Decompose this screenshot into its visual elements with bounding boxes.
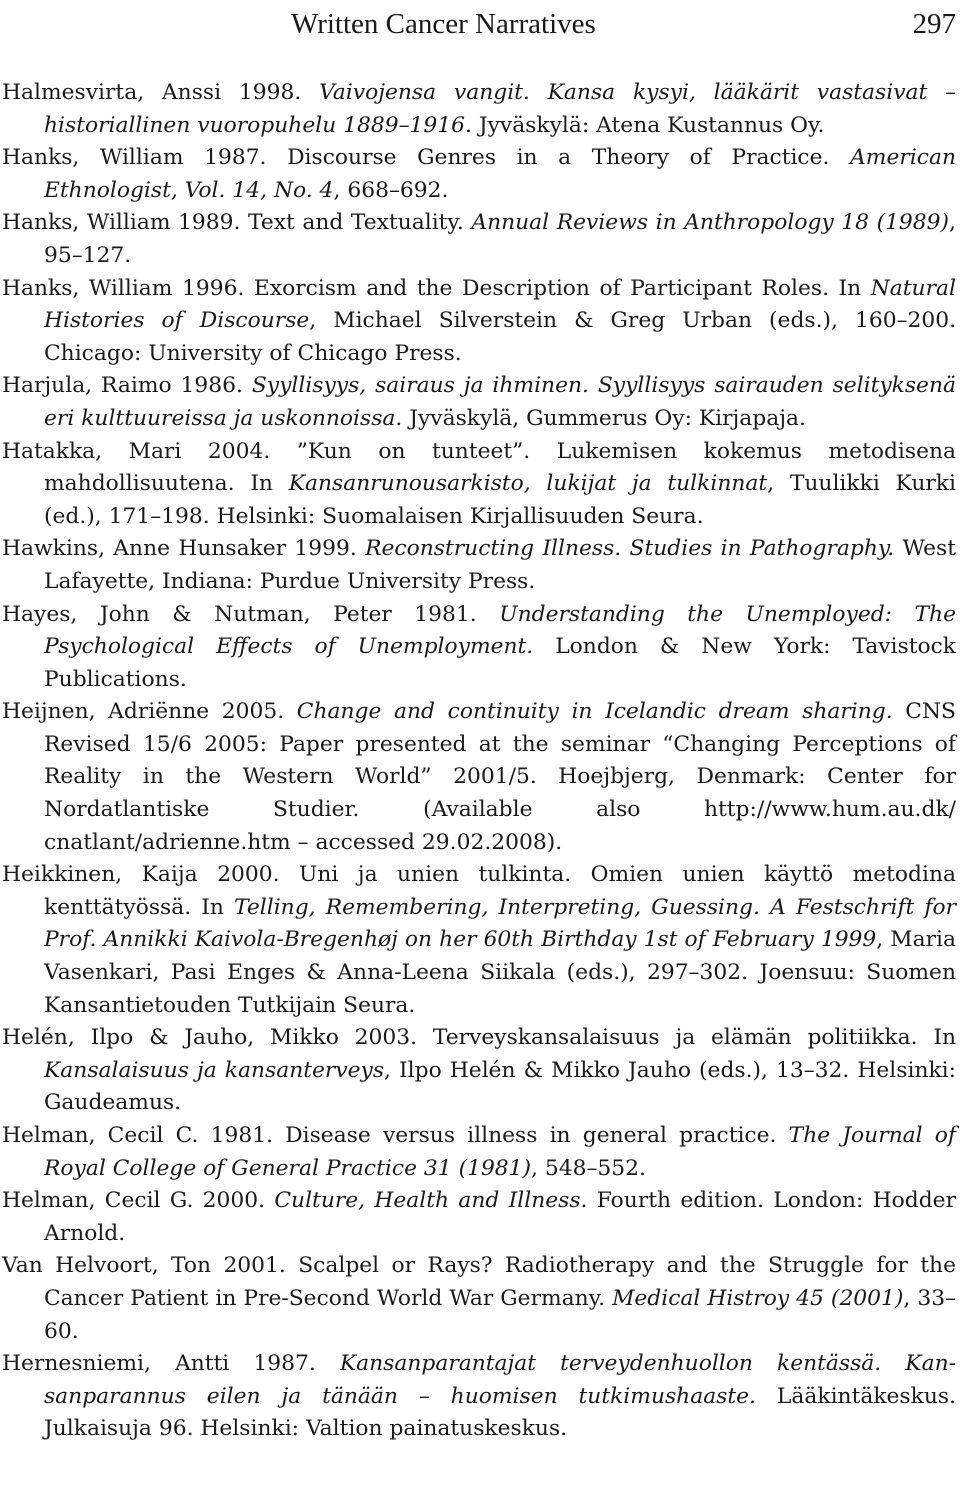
reference-entry (2, 142, 956, 207)
reference-text: Hatakka, Mari 2004. ”Kun on tunteet”. Lukemisen kokemus metodisena mahdollisuutena. In (2, 438, 956, 497)
reference-text: , 33–60. (44, 1285, 956, 1344)
reference-text: London & New York: Tavistock Publications. (44, 634, 957, 692)
reference-title-italic: Change and continuity in Icelandic dream sharing. (296, 699, 893, 725)
reference-title-italic: Culture, Health and Illness. (274, 1188, 588, 1214)
reference-title-italic: Vaivojensa vangit. Kansa kysyi, lääkärit vastasivat – historiallinen vuoropuhelu 1889–1916. (44, 80, 956, 138)
reference-entry (2, 1022, 956, 1120)
reference-entry (2, 1120, 956, 1185)
reference-title-italic: Medical Histroy 45 (2001) (612, 1285, 904, 1311)
reference-text: , Ilpo Helén & Mikko Jauho (eds.), 13–32. Helsinki: Gaudeamus. (44, 1057, 957, 1116)
reference-title-italic: American Ethnologist, Vol. 14, No. 4 (44, 145, 956, 203)
reference-text: , 668–692. (333, 177, 449, 203)
reference-title-italic: Understanding the Unemployed: The Psychological Effects of Unemployment. (44, 601, 956, 660)
reference-text: Jyväskylä: Atena Kustannus Oy. (471, 112, 825, 138)
reference-text: Harjula, Raimo 1986. (2, 373, 252, 399)
reference-entry (2, 859, 956, 1022)
reference-text: Heijnen, Adriënne 2005. (2, 699, 297, 725)
reference-entry (2, 436, 956, 534)
reference-text: Fourth edition. London: Hodder Arnold. (44, 1188, 957, 1246)
running-header (0, 6, 960, 46)
reference-text: , Maria Vasenkari, Pasi Enges & Anna-Leena Siikala (eds.), 297–302. Joensuu: Suomen Kansantietouden Tutkijain Seura. (44, 927, 956, 1018)
reference-entry (2, 207, 956, 272)
reference-text: Hanks, William 1987. Discourse Genres in a Theory of Practice. (2, 145, 851, 171)
reference-text: , 95–127. (44, 210, 956, 268)
reference-text: Van Helvoort, Ton 2001. Scalpel or Rays? Radiotherapy and the Struggle for the Cancer Patient in Pre-Second World War Germany. (2, 1253, 956, 1311)
reference-text: CNS Revised 15/6 2005: Paper presented at the seminar “Changing Perceptions of Reality in the Western World” 2001/5. Hoejbjerg, Denmark: Center for Nordatlantiske Studier. (Available also http://www.hum.au.dk/ cnatlant/adrienne.htm – accessed 29.02.2008). (44, 699, 956, 855)
reference-text: , Michael Silverstein & Greg Urban (eds.), 160–200. Chicago: University of Chicago Press. (44, 308, 957, 366)
reference-title-italic: Telling, Remembering, Interpreting, Guessing. A Festschrift for Prof. Annikki Kaivola-Bregenhøj on her 60th Birthday 1st of February 1999 (44, 894, 956, 953)
reference-text: Helman, Cecil C. 1981. Disease versus illness in general practice. (2, 1123, 789, 1148)
reference-entry (2, 1185, 956, 1250)
reference-title-italic: Kansanrunousarkisto, lukijat ja tulkinnat (288, 471, 768, 497)
reference-text: Halmesvirta, Anssi 1998. (2, 80, 320, 105)
reference-text: Helman, Cecil G. 2000. (2, 1188, 275, 1214)
reference-text: . Jyväskylä, Gummerus Oy: Kirjapaja. (395, 405, 806, 431)
reference-text: Heikkinen, Kaija 2000. Uni ja unien tulkinta. Omien unien käyttö metodina kenttätyössä. In (2, 862, 956, 920)
reference-entry (2, 1250, 956, 1348)
reference-title-italic: Kansalaisuus ja kansanterveys (44, 1057, 385, 1083)
reference-text: Helén, Ilpo & Jauho, Mikko 2003. Terveyskansalaisuus ja elämän politiikka. In (2, 1025, 956, 1051)
reference-entry (2, 370, 956, 435)
reference-title-italic: The Journal of Royal College of General Practice 31 (1981) (44, 1123, 956, 1181)
reference-title-italic: Syyllisyys, sairaus ja ihminen. Syyllisyys sairauden selityksenä eri kulttuureissa ja uskonnoissa (44, 373, 956, 431)
reference-entry (2, 77, 956, 142)
reference-text: , 548–552. (531, 1155, 646, 1181)
reference-text: Hanks, William 1989. Text and Textuality. (2, 210, 472, 236)
reference-text: Hawkins, Anne Hunsaker 1999. (2, 536, 366, 562)
reference-text: Hanks, William 1996. Exorcism and the Description of Participant Roles. In (2, 275, 871, 301)
reference-title-italic: Natural Histories of Discourse (44, 275, 956, 334)
reference-entry (2, 273, 956, 371)
reference-text: Hayes, John & Nutman, Peter 1981. (2, 601, 500, 627)
reference-text: Lääkintäkeskus. Julkaisuja 96. Helsinki: Valtion painatuskeskus. (44, 1383, 956, 1442)
reference-list (2, 77, 956, 1446)
reference-entry (2, 599, 956, 697)
page-number: 297 (912, 8, 956, 40)
reference-text: , Tuulikki Kurki (ed.), 171–198. Helsinki: Suomalaisen Kirjallisuuden Seura. (44, 471, 956, 529)
reference-title-italic: Annual Reviews in Anthropology 18 (1989) (471, 210, 950, 236)
reference-text: Hernesniemi, Antti 1987. (2, 1351, 340, 1377)
reference-text: West Lafayette, Indiana: Purdue University Press. (44, 536, 956, 594)
reference-title-italic: Reconstructing Illness. Studies in Pathography. (365, 536, 895, 562)
running-title: Written Cancer Narratives (291, 8, 596, 40)
reference-entry (2, 1348, 956, 1446)
reference-title-italic: Kansanparantajat terveydenhuollon kentässä. Kansanparannus eilen ja tänään – huomisen tutkimushaaste. (44, 1351, 956, 1409)
reference-entry (2, 533, 956, 598)
reference-entry (2, 696, 956, 859)
